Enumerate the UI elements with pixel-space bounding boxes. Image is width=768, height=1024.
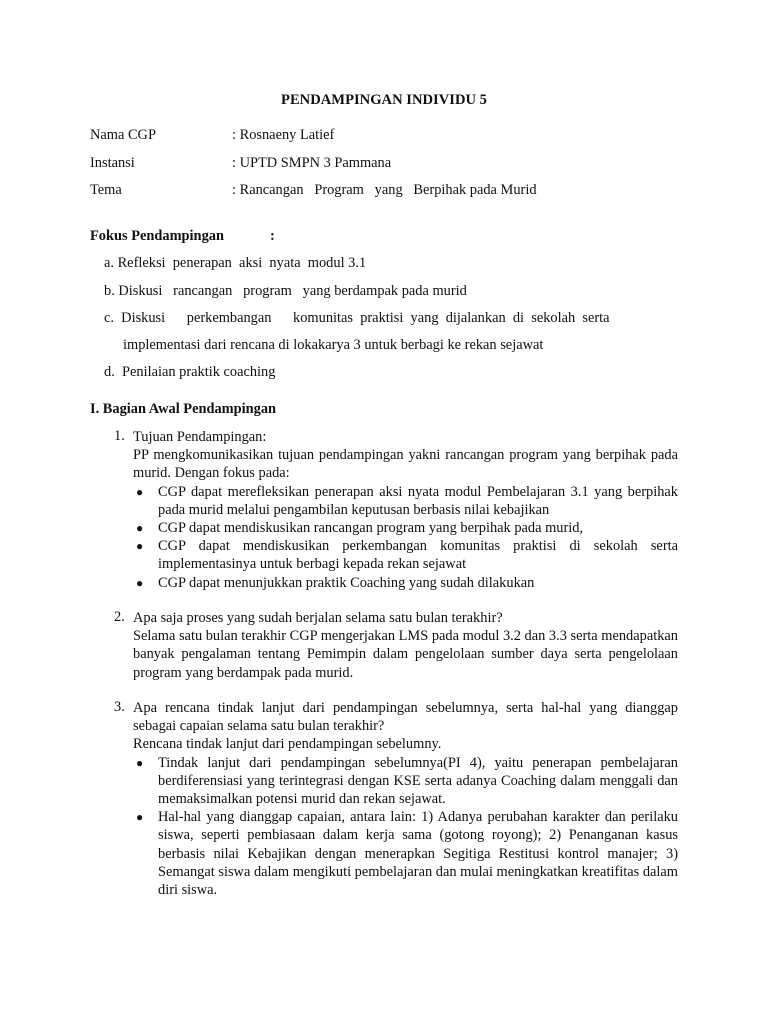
- bullet-item: [133, 808, 678, 899]
- item-question: Apa saja proses yang sudah berjalan selama satu bulan terakhir?: [133, 610, 503, 626]
- focus-colon: :: [270, 228, 275, 244]
- bullet-item: [133, 574, 678, 592]
- bullet-icon: ●: [136, 484, 144, 499]
- item-answer: Selama satu bulan terakhir CGP mengerjakan LMS pada modul 3.2 dan 3.3 serta mendapatkan banyak pengalaman tentang Pemimpin dalam pengelolaan sumber daya serta pengelolaan program yang berdampak pada murid.: [133, 628, 678, 681]
- focus-item-c: c. Diskusi perkembangan komunitas praktisi yang dijalankan di sekolah serta: [104, 310, 610, 326]
- info-value-tema: : Rancangan Program yang Berpihak pada Murid: [232, 182, 537, 198]
- bullet-text: CGP dapat menunjukkan praktik Coaching yang sudah dilakukan: [158, 574, 535, 591]
- item-answer: Rencana tindak lanjut dari pendampingan sebelumny.: [133, 736, 442, 753]
- bullet-item: [133, 754, 678, 809]
- bullet-text: CGP dapat mendiskusikan rancangan program yang berpihak pada murid,: [158, 520, 584, 537]
- bullet-icon: ●: [136, 575, 144, 590]
- bullet-item: [133, 519, 678, 537]
- bullet-icon: ●: [136, 810, 144, 825]
- item-question: Tujuan Pendampingan:: [133, 429, 267, 445]
- item-question: Apa rencana tindak lanjut dari pendampingan sebelumnya, serta hal-hal yang dianggap sebagai capaian selama satu bulan terakhir?: [133, 700, 678, 735]
- bullet-item: [133, 537, 678, 573]
- info-label-nama: Nama CGP: [90, 127, 156, 143]
- numbered-item-2: [114, 609, 678, 682]
- focus-heading: Fokus Pendampingan: [90, 228, 224, 244]
- item-number: 3.: [114, 699, 125, 715]
- info-value-instansi: : UPTD SMPN 3 Pammana: [232, 155, 392, 171]
- item-answer: PP mengkomunikasikan tujuan pendampingan yakni rancangan program yang berpihak pada murid. Dengan fokus pada:: [133, 447, 678, 482]
- focus-item-d: d. Penilaian praktik coaching: [104, 364, 276, 380]
- bullet-text: CGP dapat mendiskusikan perkembangan komunitas praktisi di sekolah serta implementasinya untuk berbagi kepada rekan sejawat: [158, 538, 678, 573]
- numbered-item-1: [114, 428, 678, 592]
- bullet-list: [133, 483, 678, 592]
- bullet-icon: ●: [136, 755, 144, 770]
- item-number: 1.: [114, 428, 125, 444]
- bullet-icon: ●: [136, 539, 144, 554]
- info-label-instansi: Instansi: [90, 155, 135, 171]
- bullet-text: Hal-hal yang dianggap capaian, antara lain: 1) Adanya perubahan karakter dan perilaku siswa, seperti pembiasaan dalam kerja sama (gotong royong); 2) Penanganan kasus berbasis nilai Kebajikan dengan menerapkan Segitiga Restitusi kontrol manajer; 3) Semangat siswa dalam mengikuti pembelajaran dan mulai meningkatkan kreatifitas dalam diri siswa.: [158, 809, 678, 899]
- focus-item-b: b. Diskusi rancangan program yang berdampak pada murid: [104, 283, 467, 299]
- numbered-item-3: [114, 699, 678, 899]
- bullet-text: Tindak lanjut dari pendampingan sebelumnya(PI 4), yaitu penerapan pembelajaran berdiferensiasi yang terintegrasi dengan KSE serta adanya Coaching dalam menggali dan memaksimalkan potensi murid dan rekan sejawat.: [158, 754, 678, 808]
- info-label-tema: Tema: [90, 182, 122, 198]
- item-number: 2.: [114, 609, 125, 625]
- focus-item-c-continuation: implementasi dari rencana di lokakarya 3 untuk berbagi ke rekan sejawat: [123, 337, 544, 353]
- focus-item-a: a. Refleksi penerapan aksi nyata modul 3.1: [104, 255, 367, 271]
- info-value-nama: : Rosnaeny Latief: [232, 127, 335, 143]
- bullet-item: [133, 483, 678, 519]
- bullet-list: [133, 754, 678, 900]
- bullet-text: CGP dapat merefleksikan penerapan aksi nyata modul Pembelajaran 3.1 yang berpihak pada murid melalui pengambilan keputusan berbasis nilai kebajikan: [158, 483, 678, 518]
- document-title: PENDAMPINGAN INDIVIDU 5: [281, 92, 487, 108]
- section-heading: I. Bagian Awal Pendampingan: [90, 401, 277, 417]
- bullet-icon: ●: [136, 521, 144, 536]
